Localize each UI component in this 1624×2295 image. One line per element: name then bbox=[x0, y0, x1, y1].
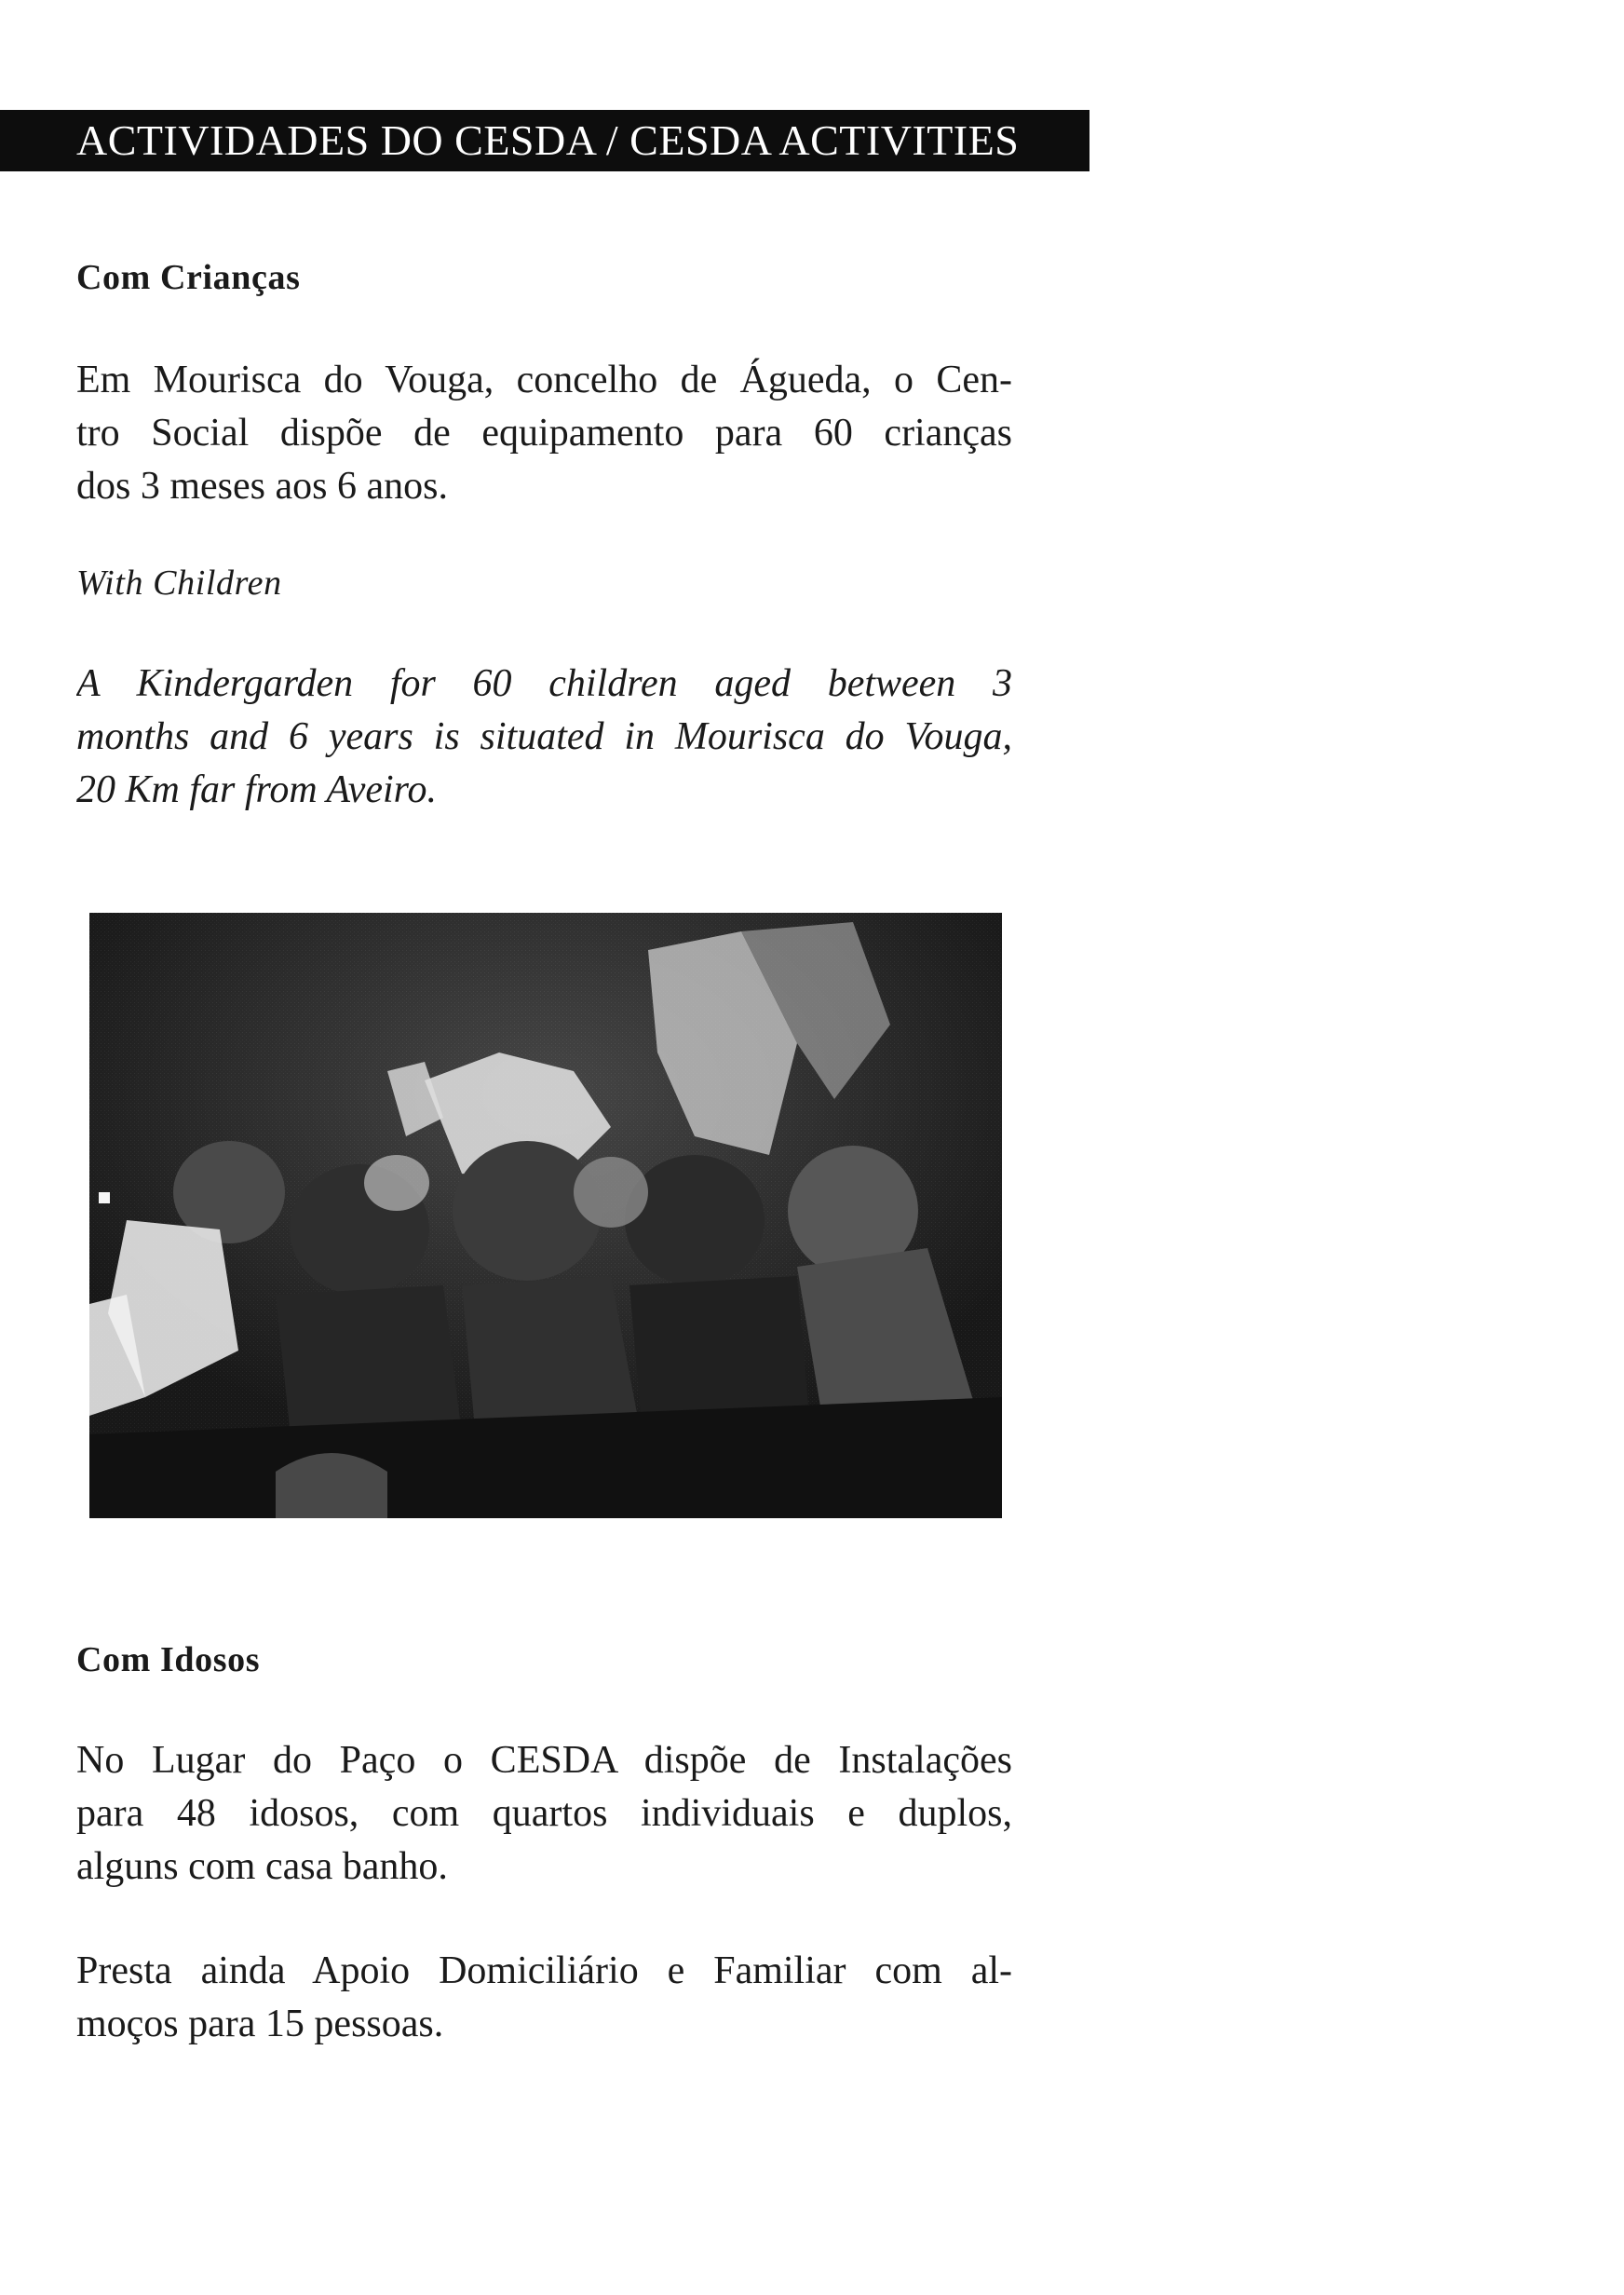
paragraph-line: moços para 15 pessoas. bbox=[76, 2003, 444, 2045]
paragraph-children-pt bbox=[76, 354, 1012, 513]
paragraph-line: dos 3 meses aos 6 anos. bbox=[76, 465, 448, 508]
children-group-photo bbox=[89, 913, 1002, 1518]
heading-with-children: With Children bbox=[76, 564, 282, 603]
banner-title: ACTIVIDADES DO CESDA / CESDA ACTIVITIES bbox=[76, 116, 1020, 164]
heading-com-criancas: Com Crianças bbox=[76, 258, 301, 297]
paragraph-line: 20 Km far from Aveiro. bbox=[76, 768, 437, 811]
paragraph-line: A Kindergarden for 60 children aged between 3 bbox=[76, 662, 1012, 705]
paragraph-line: alguns com casa banho. bbox=[76, 1845, 448, 1888]
paragraph-children-en bbox=[76, 658, 1012, 817]
paragraph-line: Presta ainda Apoio Domiciliário e Familiar com al- bbox=[76, 1949, 1012, 1992]
paragraph-line: para 48 idosos, com quartos individuais e duplos, bbox=[76, 1792, 1012, 1835]
paragraph-line: No Lugar do Paço o CESDA dispõe de Instalações bbox=[76, 1739, 1012, 1782]
paragraph-line: months and 6 years is situated in Mourisca do Vouga, bbox=[76, 715, 1012, 758]
paragraph-elderly-1 bbox=[76, 1734, 1012, 1894]
paragraph-elderly-2 bbox=[76, 1945, 1012, 2051]
paragraph-line: tro Social dispõe de equipamento para 60 crianças bbox=[76, 412, 1012, 455]
photo-illustration bbox=[89, 913, 1002, 1518]
section-banner bbox=[0, 110, 1089, 171]
heading-com-idosos: Com Idosos bbox=[76, 1640, 261, 1679]
paragraph-line: Em Mourisca do Vouga, concelho de Águeda, o Cen- bbox=[76, 359, 1012, 401]
